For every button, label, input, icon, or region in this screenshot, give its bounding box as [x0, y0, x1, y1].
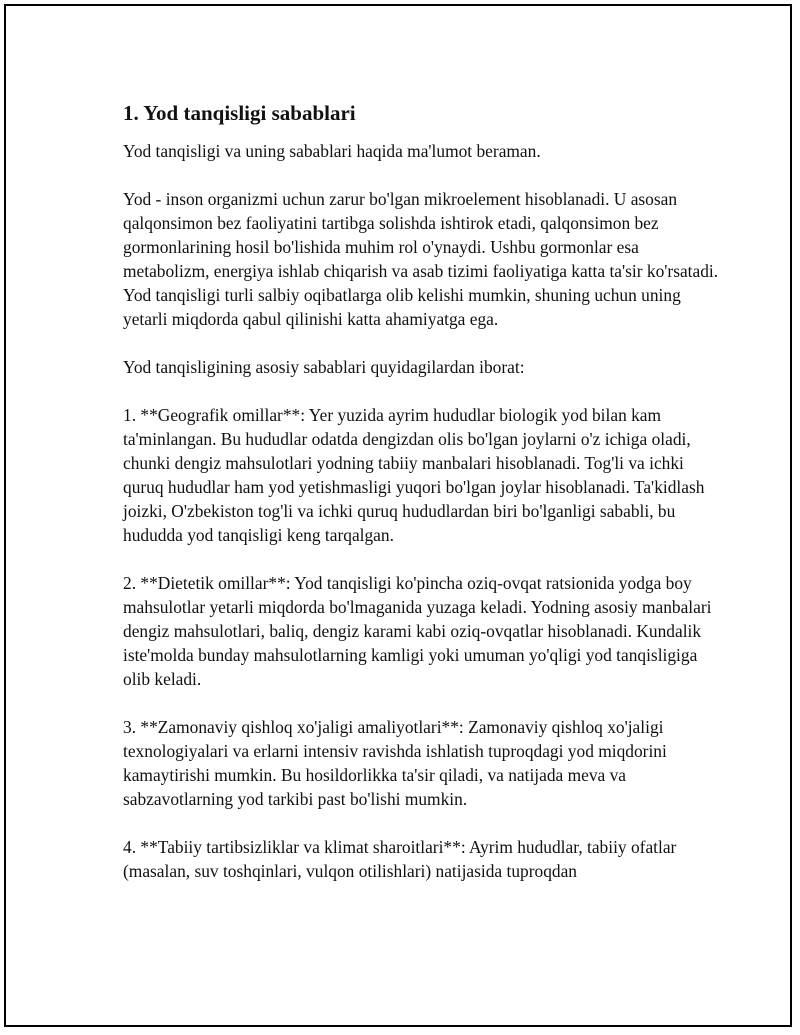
section-heading: 1. Yod tanqisligi sabablari	[123, 101, 356, 125]
intro-paragraph: Yod tanqisligi va uning sabablari haqida ma'lumot beraman.	[123, 141, 541, 161]
definition-paragraph: Yod - inson organizmi uchun zarur bo'lgan mikroelement hisoblanadi. U asosan qalqonsimon bez faoliyatini tartibga solishda ishtirok etadi, qalqonsimon bez gormonlarining hosil bo'lishida muhim rol o'ynaydi. Ushbu gormonlar esa metabolizm, energiya ishlab chiqarish va asab tizimi faoliyatiga katta ta'sir ko'rsatadi. Yod tanqisligi turli salbiy oqibatlarga olib kelishi mumkin, shuning uchun uning yetarli miqdorda qabul qilinishi katta ahamiyatga ega.	[123, 189, 719, 329]
page-frame	[4, 4, 792, 1027]
cause-dietary-paragraph: 2. **Dietetik omillar**: Yod tanqisligi ko'pincha oziq-ovqat ratsionida yodga boy mahsulotlar yetarli miqdorda bo'lmaganida yuzaga keladi. Yodning asosiy manbalari dengiz mahsulotlari, baliq, dengiz karami kabi oziq-ovqatlar hisoblanadi. Kundalik iste'molda bunday mahsulotlarning kamligi yoki umuman yo'qligi yod tanqisligiga olib keladi.	[123, 573, 712, 689]
cause-agriculture-paragraph: 3. **Zamonaviy qishloq xo'jaligi amaliyotlari**: Zamonaviy qishloq xo'jaligi texnologiyalari va erlarni intensiv ravishda ishlatish tuproqdagi yod miqdorini kamaytirishi mumkin. Bu hosildorlikka ta'sir qiladi, va natijada meva va sabzavotlarning yod tarkibi past bo'lishi mumkin.	[123, 717, 667, 809]
causes-intro-paragraph: Yod tanqisligining asosiy sabablari quyidagilardan iborat:	[123, 357, 525, 377]
document-body	[123, 99, 723, 907]
cause-natural-paragraph: 4. **Tabiiy tartibsizliklar va klimat sharoitlari**: Ayrim hududlar, tabiiy ofatlar (masalan, suv toshqinlari, vulqon otilishlari) natijasida tuproqdan	[123, 837, 677, 881]
cause-geographic-paragraph: 1. **Geografik omillar**: Yer yuzida ayrim hududlar biologik yod bilan kam ta'minlangan. Bu hududlar odatda dengizdan olis bo'lgan joylarni o'z ichiga oladi, chunki dengiz mahsulotlari yodning tabiiy manbalari hisoblanadi. Tog'li va ichki quruq hududlar ham yod yetishmasligi yuqori bo'lgan joylar hisoblanadi. Ta'kidlash joizki, O'zbekiston tog'li va ichki quruq hududlardan biri bo'lganligi sababli, bu hududda yod tanqisligi keng tarqalgan.	[123, 405, 705, 545]
